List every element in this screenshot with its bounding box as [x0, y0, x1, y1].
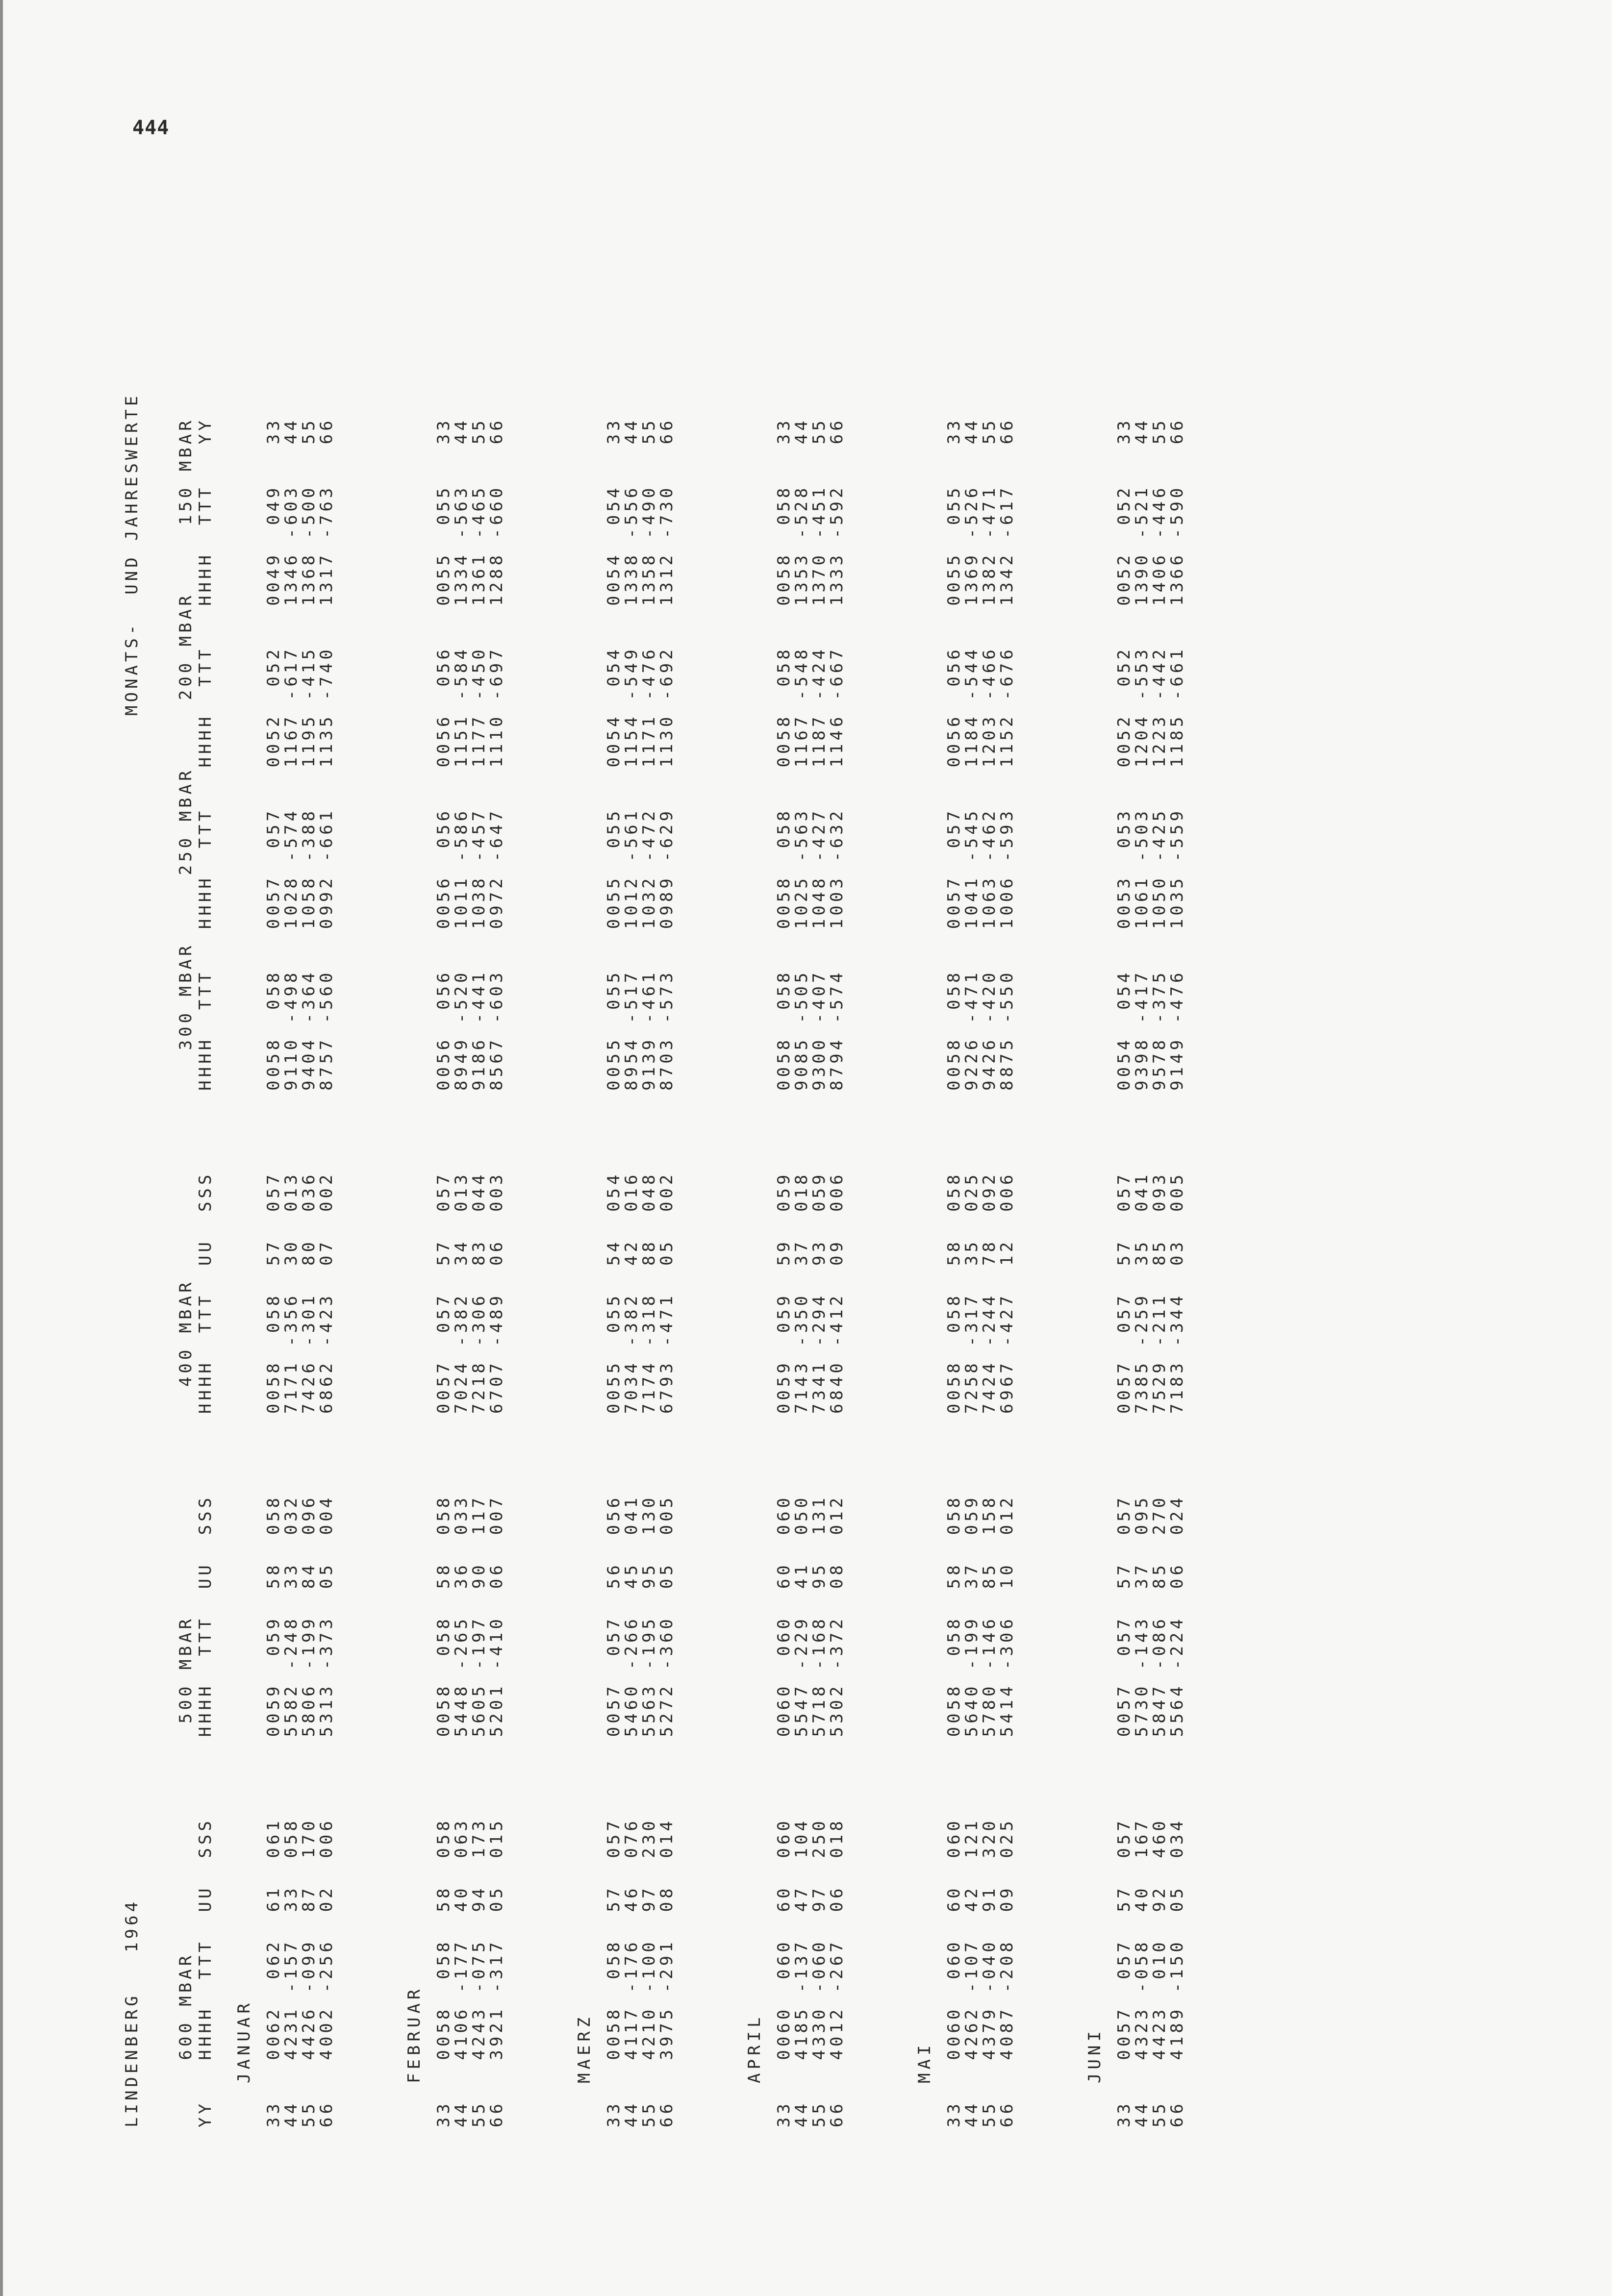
table-row: 33 0060 060 60 060 0058 058 58 058 0058 058 58 058 0058 058 0057 057 0056 056 0055 055 33: [944, 417, 964, 2127]
table-row: 44 4106 -177 40 063 5448 -265 36 033 7024 -382 34 013 8949 -520 1011 -586 1151 -584 1334 -563 44: [452, 417, 471, 2127]
month-label-juni: JUNI: [1085, 2027, 1105, 2083]
table-row: 55 4330 -060 97 250 5718 -168 95 131 7341 -294 93 059 9300 -407 1048 -427 1187 -424 1370 -451 55: [809, 417, 829, 2127]
table-row: 66 4002 -256 02 006 5313 -373 05 004 6862 -423 07 002 8757 -560 0992 -661 1135 -740 1317 -763 66: [317, 417, 336, 2127]
table-row: 55 4423 010 92 460 5847 -086 85 270 7529 -211 85 093 9578 -375 1050 -425 1223 -442 1406 -446 55: [1150, 417, 1169, 2127]
table-row: 44 4231 -157 33 058 5582 -248 33 032 7171 -356 30 013 9110 -498 1028 -574 1167 -617 1346 -603 44: [281, 417, 301, 2127]
rotated-data-table: [123, 230, 1216, 2127]
table-row: 33 0058 058 58 058 0058 058 58 058 0057 057 57 057 0056 056 0056 056 0056 056 0055 055 33: [434, 417, 453, 2127]
scan-edge: [0, 0, 3, 2296]
month-label-mai: MAI: [915, 2041, 934, 2083]
column-header: YY HHHH TTT UU SSS HHHH TTT UU SSS HHHH TTT UU SSS HHHH TTT HHHH TTT HHHH TTT HHHH TTT YY: [196, 417, 215, 2127]
page-number: 444: [132, 117, 170, 139]
table-row: 55 4426 -099 87 170 5806 -199 84 096 7426 -301 80 036 9404 -364 1058 -388 1195 -415 1368 -500 55: [299, 417, 319, 2127]
month-label-april: APRIL: [745, 2013, 764, 2083]
station-year-title: LINDENBERG 1964: [122, 1898, 142, 2127]
table-row: 66 3975 -291 08 014 5272 -360 05 005 6793 -471 05 002 8703 -573 0989 -629 1130 -692 1312 -730 66: [657, 417, 677, 2127]
table-row: 55 4210 -100 97 230 5563 -195 95 130 7174 -318 88 048 9139 -461 1032 -472 1171 -476 1358 -490 55: [639, 417, 659, 2127]
table-row: 44 4117 -176 46 076 5460 -266 45 041 7034 -382 42 016 8954 -517 1012 -561 1154 -549 1338 -556 44: [622, 417, 641, 2127]
table-row: 44 4323 -058 40 167 5730 -143 37 095 7385 -259 35 041 9398 -417 1061 -503 1204 -553 1390 -521 44: [1132, 417, 1152, 2127]
table-row: 33 0058 058 57 057 0057 057 56 056 0055 055 54 054 0055 055 0055 055 0054 054 0054 054 33: [604, 417, 624, 2127]
table-row: 55 4379 -040 91 320 5780 -146 85 158 7424 -244 78 092 9426 -420 1063 -462 1203 -466 1382 -471 55: [980, 417, 999, 2127]
month-label-maerz: MAERZ: [575, 2013, 594, 2083]
table-row: 33 0060 060 60 060 0060 060 60 060 0059 059 59 059 0058 058 0058 058 0058 058 0058 058 33: [774, 417, 794, 2127]
month-label-februar: FEBRUAR: [404, 1985, 424, 2083]
table-row: 66 4189 -150 05 034 5564 -224 06 024 7183 -344 03 005 9149 -476 1035 -559 1185 -661 1366 -590 66: [1167, 417, 1187, 2127]
table-row: 66 4087 -208 09 025 5414 -306 10 012 6967 -427 12 006 8875 -550 1006 -593 1152 -676 1342 -617 66: [997, 417, 1017, 2127]
table-row: 66 3921 -317 05 015 5201 -410 06 007 6707 -489 06 003 8567 -603 0972 -647 1110 -697 1288 -660 66: [487, 417, 506, 2127]
monthly-annual-title: MONATS- UND JAHRESWERTE: [122, 392, 142, 716]
month-label-januar: JANUAR: [234, 1999, 254, 2083]
pressure-levels-header: 600 MBAR 500 MBAR 400 MBAR 300 MBAR 250 MBAR 200 MBAR 150 MBAR: [176, 417, 196, 2127]
table-row: 66 4012 -267 06 018 5302 -372 08 012 6840 -412 09 006 8794 -574 1003 -632 1146 -667 1333 -592 66: [827, 417, 847, 2127]
table-row: 33 0062 062 61 061 0059 059 58 058 0058 058 57 057 0058 058 0057 057 0052 052 0049 049 33: [264, 417, 283, 2127]
table-row: 55 4243 -075 94 173 5605 -197 90 117 7218 -306 83 044 9186 -441 1038 -457 1177 -450 1361 -465 55: [469, 417, 489, 2127]
table-row: 44 4262 -107 42 121 5640 -199 37 059 7258 -317 35 025 9226 -471 1041 -545 1184 -544 1369 -526 44: [962, 417, 982, 2127]
table-row: 33 0057 057 57 057 0057 057 57 057 0057 057 57 057 0054 054 0053 053 0052 052 0052 052 33: [1114, 417, 1134, 2127]
table-row: 44 4185 -137 47 104 5547 -229 41 050 7143 -350 37 018 9085 -505 1025 -563 1167 -548 1353 -528 44: [792, 417, 811, 2127]
